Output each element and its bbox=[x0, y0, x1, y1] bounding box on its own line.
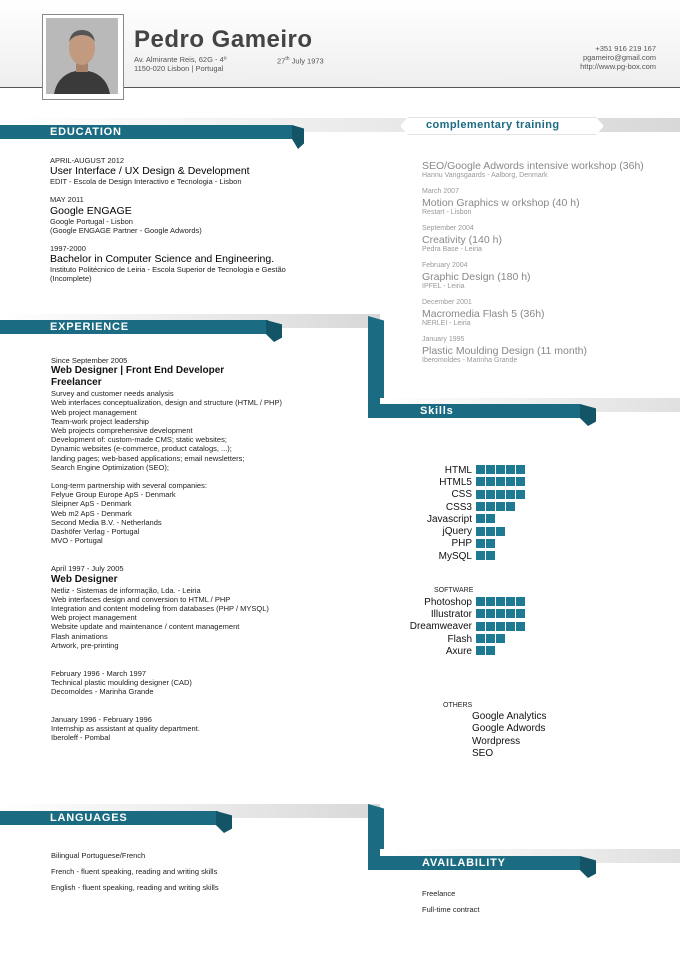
others-item: Google Analytics bbox=[472, 711, 547, 722]
partner-item: Web m2 ApS - Denmark bbox=[51, 508, 132, 518]
job-line: Web interfaces design and conversion to HTML / PHP bbox=[51, 594, 231, 604]
job-line: Web project management bbox=[51, 613, 137, 623]
birth-day: 27 bbox=[277, 56, 286, 66]
education-title: Bachelor in Computer Science and Engineering. bbox=[50, 253, 275, 266]
job-line: Dynamic websites (e-commerce, product catalogs, ...); bbox=[51, 444, 232, 454]
job-item bbox=[51, 564, 361, 650]
training-title: Graphic Design (180 h) bbox=[422, 270, 531, 283]
address-line-2: 1150-020 Lisbon | Portugal bbox=[134, 64, 224, 73]
job-line: Iberoleff - Pombal bbox=[51, 733, 111, 743]
education-item bbox=[50, 244, 350, 284]
training-date: February 2004 bbox=[422, 262, 468, 269]
others-item: Google Adwords bbox=[472, 723, 546, 735]
training-item bbox=[422, 336, 672, 365]
skill-level-square bbox=[486, 551, 495, 560]
phone: +351 916 219 167 bbox=[595, 44, 656, 53]
skill-label: CSS3 bbox=[445, 501, 472, 513]
job-date: January 1996 - February 1996 bbox=[51, 714, 152, 724]
availability-item: Freelance bbox=[422, 889, 456, 898]
job-line: Web project management bbox=[51, 407, 137, 417]
job-item bbox=[51, 356, 361, 545]
languages-heading: LANGUAGES bbox=[0, 811, 218, 825]
training-heading: complementary training bbox=[426, 119, 560, 131]
job-line: Web projects comprehensive development bbox=[51, 426, 193, 436]
skill-level-meter bbox=[476, 547, 496, 565]
language-item: Bilingual Portuguese/French bbox=[51, 851, 146, 860]
skill-label: jQuery bbox=[442, 526, 472, 538]
experience-heading: EXPERIENCE bbox=[0, 320, 268, 334]
training-place: Restart - Lisbon bbox=[422, 208, 472, 216]
technical-skills bbox=[402, 464, 526, 562]
training-item bbox=[422, 225, 672, 262]
skill-level-square bbox=[506, 622, 515, 631]
availability-item: Full-time contract bbox=[422, 905, 480, 914]
education-fold-tail bbox=[292, 139, 304, 149]
training-date: January 1995 bbox=[422, 336, 465, 343]
training-date: March 2007 bbox=[422, 188, 459, 195]
education-list bbox=[50, 156, 350, 284]
contact-block bbox=[580, 44, 656, 71]
training-title: Plastic Moulding Design (11 month) bbox=[422, 344, 587, 357]
skill-level-meter bbox=[476, 642, 496, 660]
skill-level-square bbox=[486, 646, 495, 655]
job-line: Web interfaces conceptualization, design and structure (HTML / PHP) bbox=[51, 398, 282, 408]
address bbox=[134, 55, 227, 73]
job-line: Decomoldes - Marinha Grande bbox=[51, 687, 154, 697]
education-detail: EDIT - Escola de Design Interactivo e Tecnologia - Lisbon bbox=[50, 177, 242, 187]
training-title: Creativity (140 h) bbox=[422, 233, 502, 246]
skill-label: CSS bbox=[451, 489, 472, 501]
skill-level-square bbox=[476, 551, 485, 560]
job-date: Since September 2005 bbox=[51, 356, 128, 365]
training-place: NERLEI - Leiria bbox=[422, 319, 471, 327]
training-item bbox=[422, 262, 672, 299]
partner-item: Dashöfer Verlag - Portugal bbox=[51, 527, 140, 537]
birth-month-year: July 1973 bbox=[291, 56, 324, 66]
skill-label: HTML5 bbox=[439, 476, 472, 488]
partner-item: Felyue Group Europe ApS - Denmark bbox=[51, 490, 176, 500]
availability-list bbox=[422, 889, 480, 914]
skill-label: Illustrator bbox=[430, 608, 472, 620]
education-title: User Interface / UX Design & Development bbox=[50, 165, 250, 178]
birth-date bbox=[277, 55, 324, 66]
availability-heading: AVAILABILITY bbox=[368, 856, 580, 870]
skill-level-square bbox=[516, 622, 525, 631]
education-detail: (Incomplete) bbox=[50, 274, 92, 284]
skill-label: Flash bbox=[447, 633, 472, 645]
job-line: Technical plastic moulding designer (CAD) bbox=[51, 678, 192, 688]
job-title: Web Designer | Front End Developer bbox=[51, 365, 225, 377]
skill-row bbox=[402, 645, 526, 657]
training-date: September 2004 bbox=[422, 225, 474, 232]
education-detail: Google Portugal - Lisbon bbox=[50, 216, 133, 226]
others-heading: OTHERS bbox=[443, 702, 473, 709]
languages-list bbox=[51, 851, 219, 892]
education-detail: (Google ENGAGE Partner - Google Adwords) bbox=[50, 225, 202, 235]
skill-row bbox=[402, 550, 526, 562]
skill-level-square bbox=[496, 634, 505, 643]
education-date: MAY 2011 bbox=[50, 195, 84, 205]
job-title: Web Designer bbox=[51, 573, 118, 585]
skill-label: Photoshop bbox=[424, 596, 472, 608]
job-line: Artwork, pre-printing bbox=[51, 640, 119, 650]
address-line-1: Av. Almirante Reis, 62G - 4º bbox=[134, 55, 227, 64]
education-heading: EDUCATION bbox=[0, 125, 292, 139]
training-title: SEO/Google Adwords intensive workshop (36h) bbox=[422, 160, 644, 172]
skill-label: Javascript bbox=[426, 513, 472, 525]
partner-item: Second Media B.V. - Netherlands bbox=[51, 517, 162, 527]
training-date: December 2001 bbox=[422, 299, 472, 306]
partner-item: Sleipner ApS - Denmark bbox=[51, 499, 132, 509]
skill-level-square bbox=[476, 646, 485, 655]
others-list bbox=[472, 711, 547, 760]
email-link[interactable]: pgameiro@gmail.com bbox=[582, 53, 656, 62]
training-item bbox=[422, 299, 672, 336]
ribbon-vertical-experience-skills bbox=[368, 316, 384, 406]
website-link[interactable]: http://www.pg-box.com bbox=[580, 62, 656, 71]
job-line: Internship as assistant at quality department. bbox=[51, 723, 200, 733]
job-line: Flash animations bbox=[51, 631, 108, 641]
job-line: Netliz - Sistemas de informação, Lda. - Leiria bbox=[51, 585, 201, 595]
skill-level-square bbox=[496, 527, 505, 536]
skill-label: Axure bbox=[445, 645, 472, 657]
experience-list bbox=[51, 356, 361, 742]
job-date: February 1996 - March 1997 bbox=[51, 669, 147, 679]
job-subtitle: Freelancer bbox=[51, 377, 102, 389]
birth-suffix: th bbox=[285, 56, 290, 62]
education-item bbox=[50, 195, 350, 235]
software-heading: SOFTWARE bbox=[434, 587, 474, 594]
skill-row bbox=[402, 525, 526, 537]
candidate-name: Pedro Gameiro bbox=[134, 26, 313, 53]
skill-label: MySQL bbox=[438, 550, 472, 562]
education-date: 1997-2000 bbox=[50, 244, 86, 254]
partner-intro: Long-term partnership with several companies: bbox=[51, 481, 207, 491]
training-place: Iberomoldes - Marinha Grande bbox=[422, 356, 518, 364]
skills-heading: Skills bbox=[368, 404, 580, 418]
job-line: Website update and maintenance / content management bbox=[51, 622, 240, 632]
skill-row bbox=[402, 538, 526, 550]
partner-item: MVO - Portugal bbox=[51, 536, 103, 546]
job-line: Survey and customer needs analysis bbox=[51, 389, 174, 399]
skill-label: Dreamweaver bbox=[409, 621, 472, 633]
others-item: SEO bbox=[472, 747, 494, 759]
skill-label: HTML bbox=[444, 464, 472, 476]
profile-photo bbox=[46, 18, 118, 94]
language-item: English - fluent speaking, reading and writing skills bbox=[51, 883, 219, 892]
training-title: Macromedia Flash 5 (36h) bbox=[422, 307, 545, 320]
job-line: Team-work project leadership bbox=[51, 416, 149, 426]
others-item: Wordpress bbox=[472, 735, 521, 747]
training-place: Hannu Vangsgaards - Aalborg, Denmark bbox=[422, 172, 548, 179]
job-line: Development of: custom-made CMS; static websites; bbox=[51, 435, 227, 445]
job-line: Integration and content modeling from databases (PHP / MYSQL) bbox=[51, 604, 269, 614]
training-item bbox=[422, 188, 672, 225]
education-detail: Instituto Politécnico de Leiria - Escola Superior de Tecnologia e Gestão bbox=[50, 265, 286, 275]
job-line: Search Engine Optimization (SEO); bbox=[51, 462, 169, 472]
job-item bbox=[51, 669, 361, 697]
job-item bbox=[51, 715, 361, 743]
education-item bbox=[50, 156, 350, 186]
software-skills bbox=[402, 596, 526, 657]
job-date: April 1997 - July 2005 bbox=[51, 564, 124, 574]
training-title: Motion Graphics w orkshop (40 h) bbox=[422, 196, 580, 209]
job-line: landing pages; web-based applications; email newsletters; bbox=[51, 453, 245, 463]
skill-level-square bbox=[496, 502, 505, 511]
education-date: APRIL-AUGUST 2012 bbox=[50, 156, 125, 165]
training-place: IPFEL - Leiria bbox=[422, 282, 465, 290]
skill-level-square bbox=[516, 490, 525, 499]
training-list bbox=[422, 160, 672, 365]
skill-level-square bbox=[506, 502, 515, 511]
education-title: Google ENGAGE bbox=[50, 204, 132, 217]
skill-row bbox=[402, 501, 526, 513]
skill-row bbox=[402, 621, 526, 633]
training-place: Pedra Base - Leiria bbox=[422, 245, 482, 253]
skill-label: PHP bbox=[451, 538, 472, 550]
language-item: French - fluent speaking, reading and writing skills bbox=[51, 867, 218, 876]
